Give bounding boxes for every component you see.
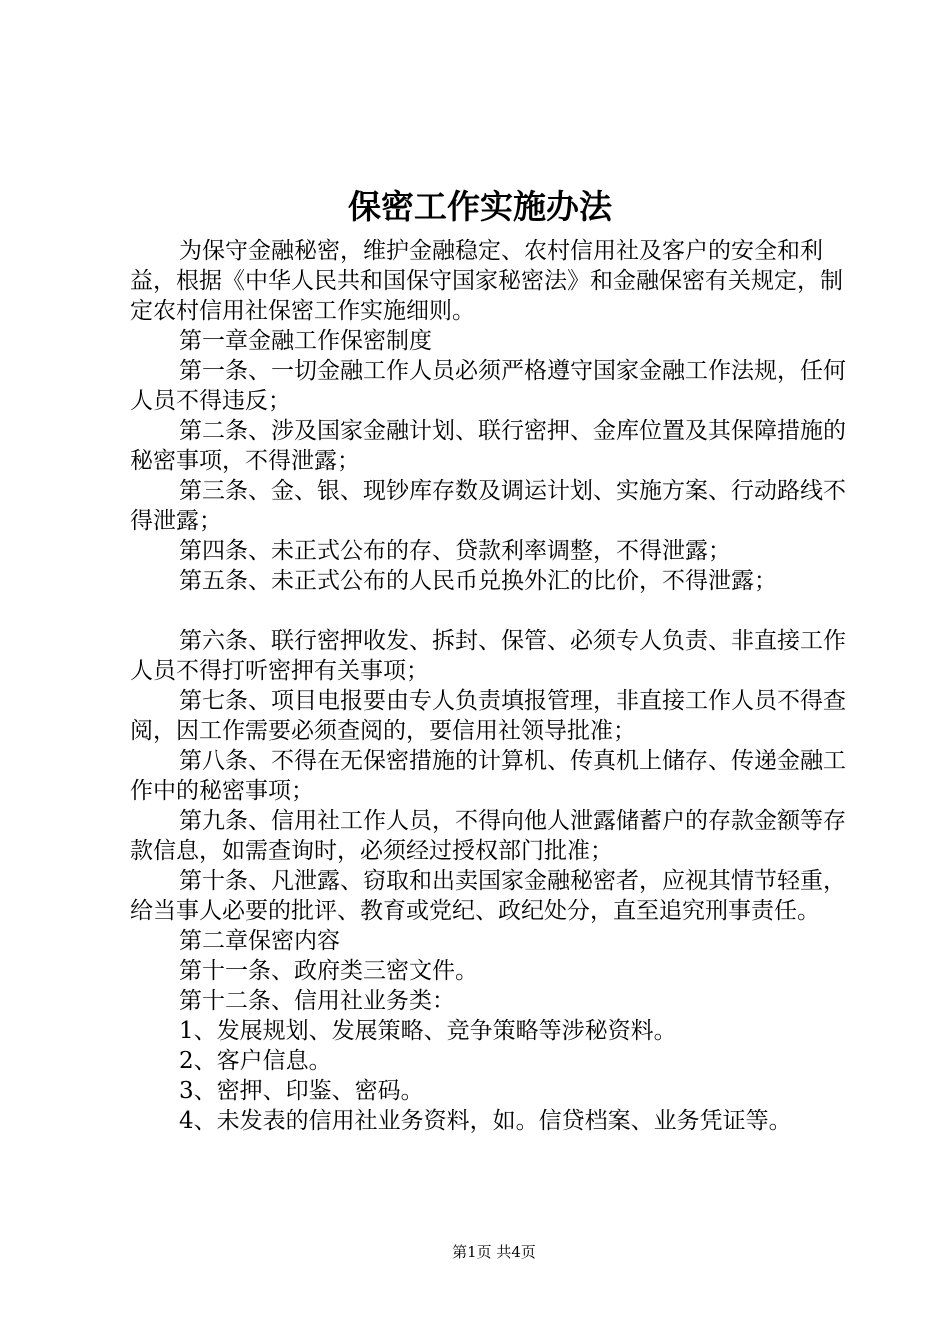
article-paragraph: 第五条、未正式公布的人民币兑换外汇的比价，不得泄露； [179, 568, 777, 594]
article-paragraph: 第九条、信用社工作人员，不得向他人泄露储蓄户的存款金额等存款信息，如需查询时，必须经过授权部门批准； [130, 808, 846, 864]
paragraph-gap [130, 596, 846, 626]
article-paragraph: 第七条、项目电报要由专人负责填报管理，非直接工作人员不得查阅，因工作需要必须查阅的，要信用社领导批准； [130, 688, 846, 744]
article-paragraph: 第十一条、政府类三密文件。 [179, 958, 478, 984]
chapter-heading: 第一章金融工作保密制度 [179, 328, 432, 354]
paragraph-intro: 为保守金融秘密，维护金融稳定、农村信用社及客户的安全和利益，根据《中华人民共和国保守国家秘密法》和金融保密有关规定，制定农村信用社保密工作实施细则。 [130, 238, 843, 324]
chapter-heading: 第二章保密内容 [179, 928, 340, 954]
article-paragraph: 第三条、金、银、现钞库存数及调运计划、实施方案、行动路线不得泄露； [130, 478, 846, 534]
list-item: 3、密押、印鉴、密码。 [179, 1078, 424, 1104]
article-paragraph: 第十条、凡泄露、窃取和出卖国家金融秘密者，应视其情节轻重，给当事人必要的批评、教育或党纪、政纪处分，直至追究刑事责任。 [130, 868, 846, 924]
list-item: 2、客户信息。 [179, 1048, 332, 1074]
list-item: 4、未发表的信用社业务资料，如。信贷档案、业务凭证等。 [179, 1108, 792, 1134]
document-body [130, 236, 846, 1136]
article-paragraph: 第六条、联行密押收发、拆封、保管、必须专人负责、非直接工作人员不得打听密押有关事项； [130, 628, 846, 684]
document-title: 保密工作实施办法 [348, 187, 612, 226]
article-paragraph: 第一条、一切金融工作人员必须严格遵守国家金融工作法规，任何人员不得违反； [130, 358, 846, 414]
list-item: 1、发展规划、发展策略、竞争策略等涉秘资料。 [179, 1018, 677, 1044]
page-footer: 第1页 共4页 [452, 1243, 536, 1261]
article-paragraph: 第十二条、信用社业务类： [179, 988, 455, 1014]
article-paragraph: 第二条、涉及国家金融计划、联行密押、金库位置及其保障措施的秘密事项，不得泄露； [130, 418, 846, 474]
article-paragraph: 第八条、不得在无保密措施的计算机、传真机上储存、传递金融工作中的秘密事项； [130, 748, 846, 804]
article-paragraph: 第四条、未正式公布的存、贷款利率调整，不得泄露； [179, 538, 731, 564]
